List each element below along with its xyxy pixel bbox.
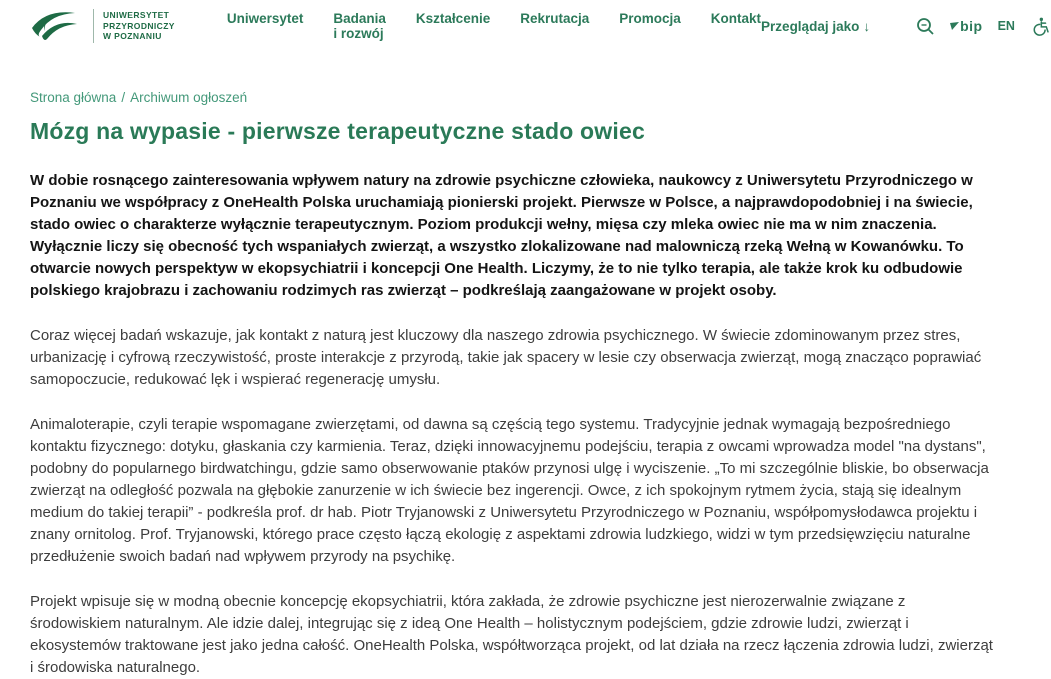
breadcrumb-archive-link[interactable]: Archiwum ogłoszeń bbox=[130, 90, 248, 105]
browse-as-label: Przeglądaj jako bbox=[761, 18, 860, 34]
university-name: UNIWERSYTET PRZYRODNICZY W POZNANIU bbox=[103, 10, 175, 42]
main-nav bbox=[227, 11, 761, 41]
bip-flag-icon bbox=[950, 22, 959, 31]
breadcrumb bbox=[30, 90, 994, 105]
university-logo-icon bbox=[30, 7, 84, 45]
header-utilities bbox=[916, 16, 1051, 36]
article-page bbox=[0, 90, 1024, 679]
bip-link[interactable]: bip bbox=[950, 18, 983, 34]
nav-item-badania-i-rozwoj[interactable]: Badania i rozwój bbox=[333, 11, 386, 41]
article-lead-paragraph: W dobie rosnącego zainteresowania wpływem natury na zdrowie psychiczne człowieka, naukowcy z Uniwersytetu Przyrodniczego w Poznaniu we współpracy z OneHealth Polska uruchamiają pionierski projekt. Pierwsze w Polsce, a najprawdopodobniej i na świecie, stado owiec o charakterze wyłącznie terapeutycznym. Poziom produkcji wełny, mięsa czy mleka owiec nie ma w nim znaczenia. Wyłącznie liczy się obecność tych wspaniałych zwierząt, a wszystko zlokalizowane nad malowniczą rzeką Wełną w Kowanówku. To otwarcie nowych perspektyw w ekopsychiatrii i koncepcji One Health. Liczymy, że to nie tylko terapia, ale także krok ku odbudowie polskiego krajobrazu i zachowaniu rodzimych ras zwierząt – podkreślają zaangażowane w projekt osoby. bbox=[30, 172, 973, 299]
nav-item-uniwersytet[interactable]: Uniwersytet bbox=[226, 11, 304, 26]
logo-divider bbox=[93, 9, 94, 43]
browse-as-dropdown[interactable] bbox=[761, 19, 870, 34]
search-icon[interactable] bbox=[916, 17, 935, 36]
breadcrumb-separator: / bbox=[121, 90, 126, 105]
nav-item-rekrutacja[interactable]: Rekrutacja bbox=[520, 11, 590, 26]
language-toggle-en[interactable]: EN bbox=[997, 19, 1015, 33]
chevron-down-icon: ↓ bbox=[863, 18, 871, 34]
breadcrumb-home-link[interactable]: Strona główna bbox=[30, 90, 117, 105]
nav-item-kontakt[interactable]: Kontakt bbox=[710, 11, 762, 26]
nav-item-promocja[interactable]: Promocja bbox=[619, 11, 681, 26]
page-title: Mózg na wypasie - pierwsze terapeutyczne stado owiec bbox=[30, 118, 645, 144]
site-header bbox=[0, 0, 1024, 52]
university-logo[interactable] bbox=[30, 7, 175, 45]
article-paragraph: Animaloterapie, czyli terapie wspomagane zwierzętami, od dawna są częścią tego systemu. Tradycyjnie jednak wymagają bezpośredniego kontaktu fizycznego: dotyku, głaskania czy karmienia. Teraz, dzięki innowacyjnemu podejściu, terapia z owcami wprowadza model "na dystans", podobny do popularnego birdwatchingu, gdzie samo obserwowanie ptaków przynosi ulgę i wyciszenie. „To mi szczególnie bliskie, bo obserwacja zwierząt na odległość pozwala na głębokie zanurzenie w ich świecie bez ingerencji. Owce, z ich spokojnym rytmem życia, stają się idealnym medium do takiej terapii” - podkreśla prof. dr hab. Piotr Tryjanowski z Uniwersytetu Przyrodniczego w Poznaniu, współpomysłodawca projektu i znany ornitolog. Prof. Tryjanowski, którego prace często łączą ekologię z aspektami zdrowia ludzkiego, widzi w tym przedsięwzięciu naturalne przedłużenie swoich badań nad wpływem przyrody na psychikę. bbox=[30, 416, 989, 565]
article-paragraph: Projekt wpisuje się w modną obecnie koncepcję ekopsychiatrii, która zakłada, że zdrowie psychiczne jest nierozerwalnie związane z środowiskiem naturalnym. Ale idzie dalej, integrując się z ideą One Health – holistycznym podejściem, gdzie zdrowie ludzi, zwierząt i ekosystemów traktowane jest jako jedna całość. OneHealth Polska, współtworząca projekt, od lat działa na rzecz łączenia zdrowia ludzi, zwierząt i środowiska naturalnego. bbox=[30, 593, 993, 676]
accessibility-wheelchair-icon[interactable] bbox=[1030, 16, 1051, 36]
nav-item-ksztalcenie[interactable]: Kształcenie bbox=[415, 11, 491, 26]
article-paragraph: Coraz więcej badań wskazuje, jak kontakt z naturą jest kluczowy dla naszego zdrowia psychicznego. W świecie zdominowanym przez stres, urbanizację i cyfrową rzeczywistość, proste interakcje z przyrodą, takie jak spacery w lesie czy obserwacja zwierząt, mogą znacząco poprawiać samopoczucie, redukować lęk i wspierać regenerację umysłu. bbox=[30, 327, 982, 388]
